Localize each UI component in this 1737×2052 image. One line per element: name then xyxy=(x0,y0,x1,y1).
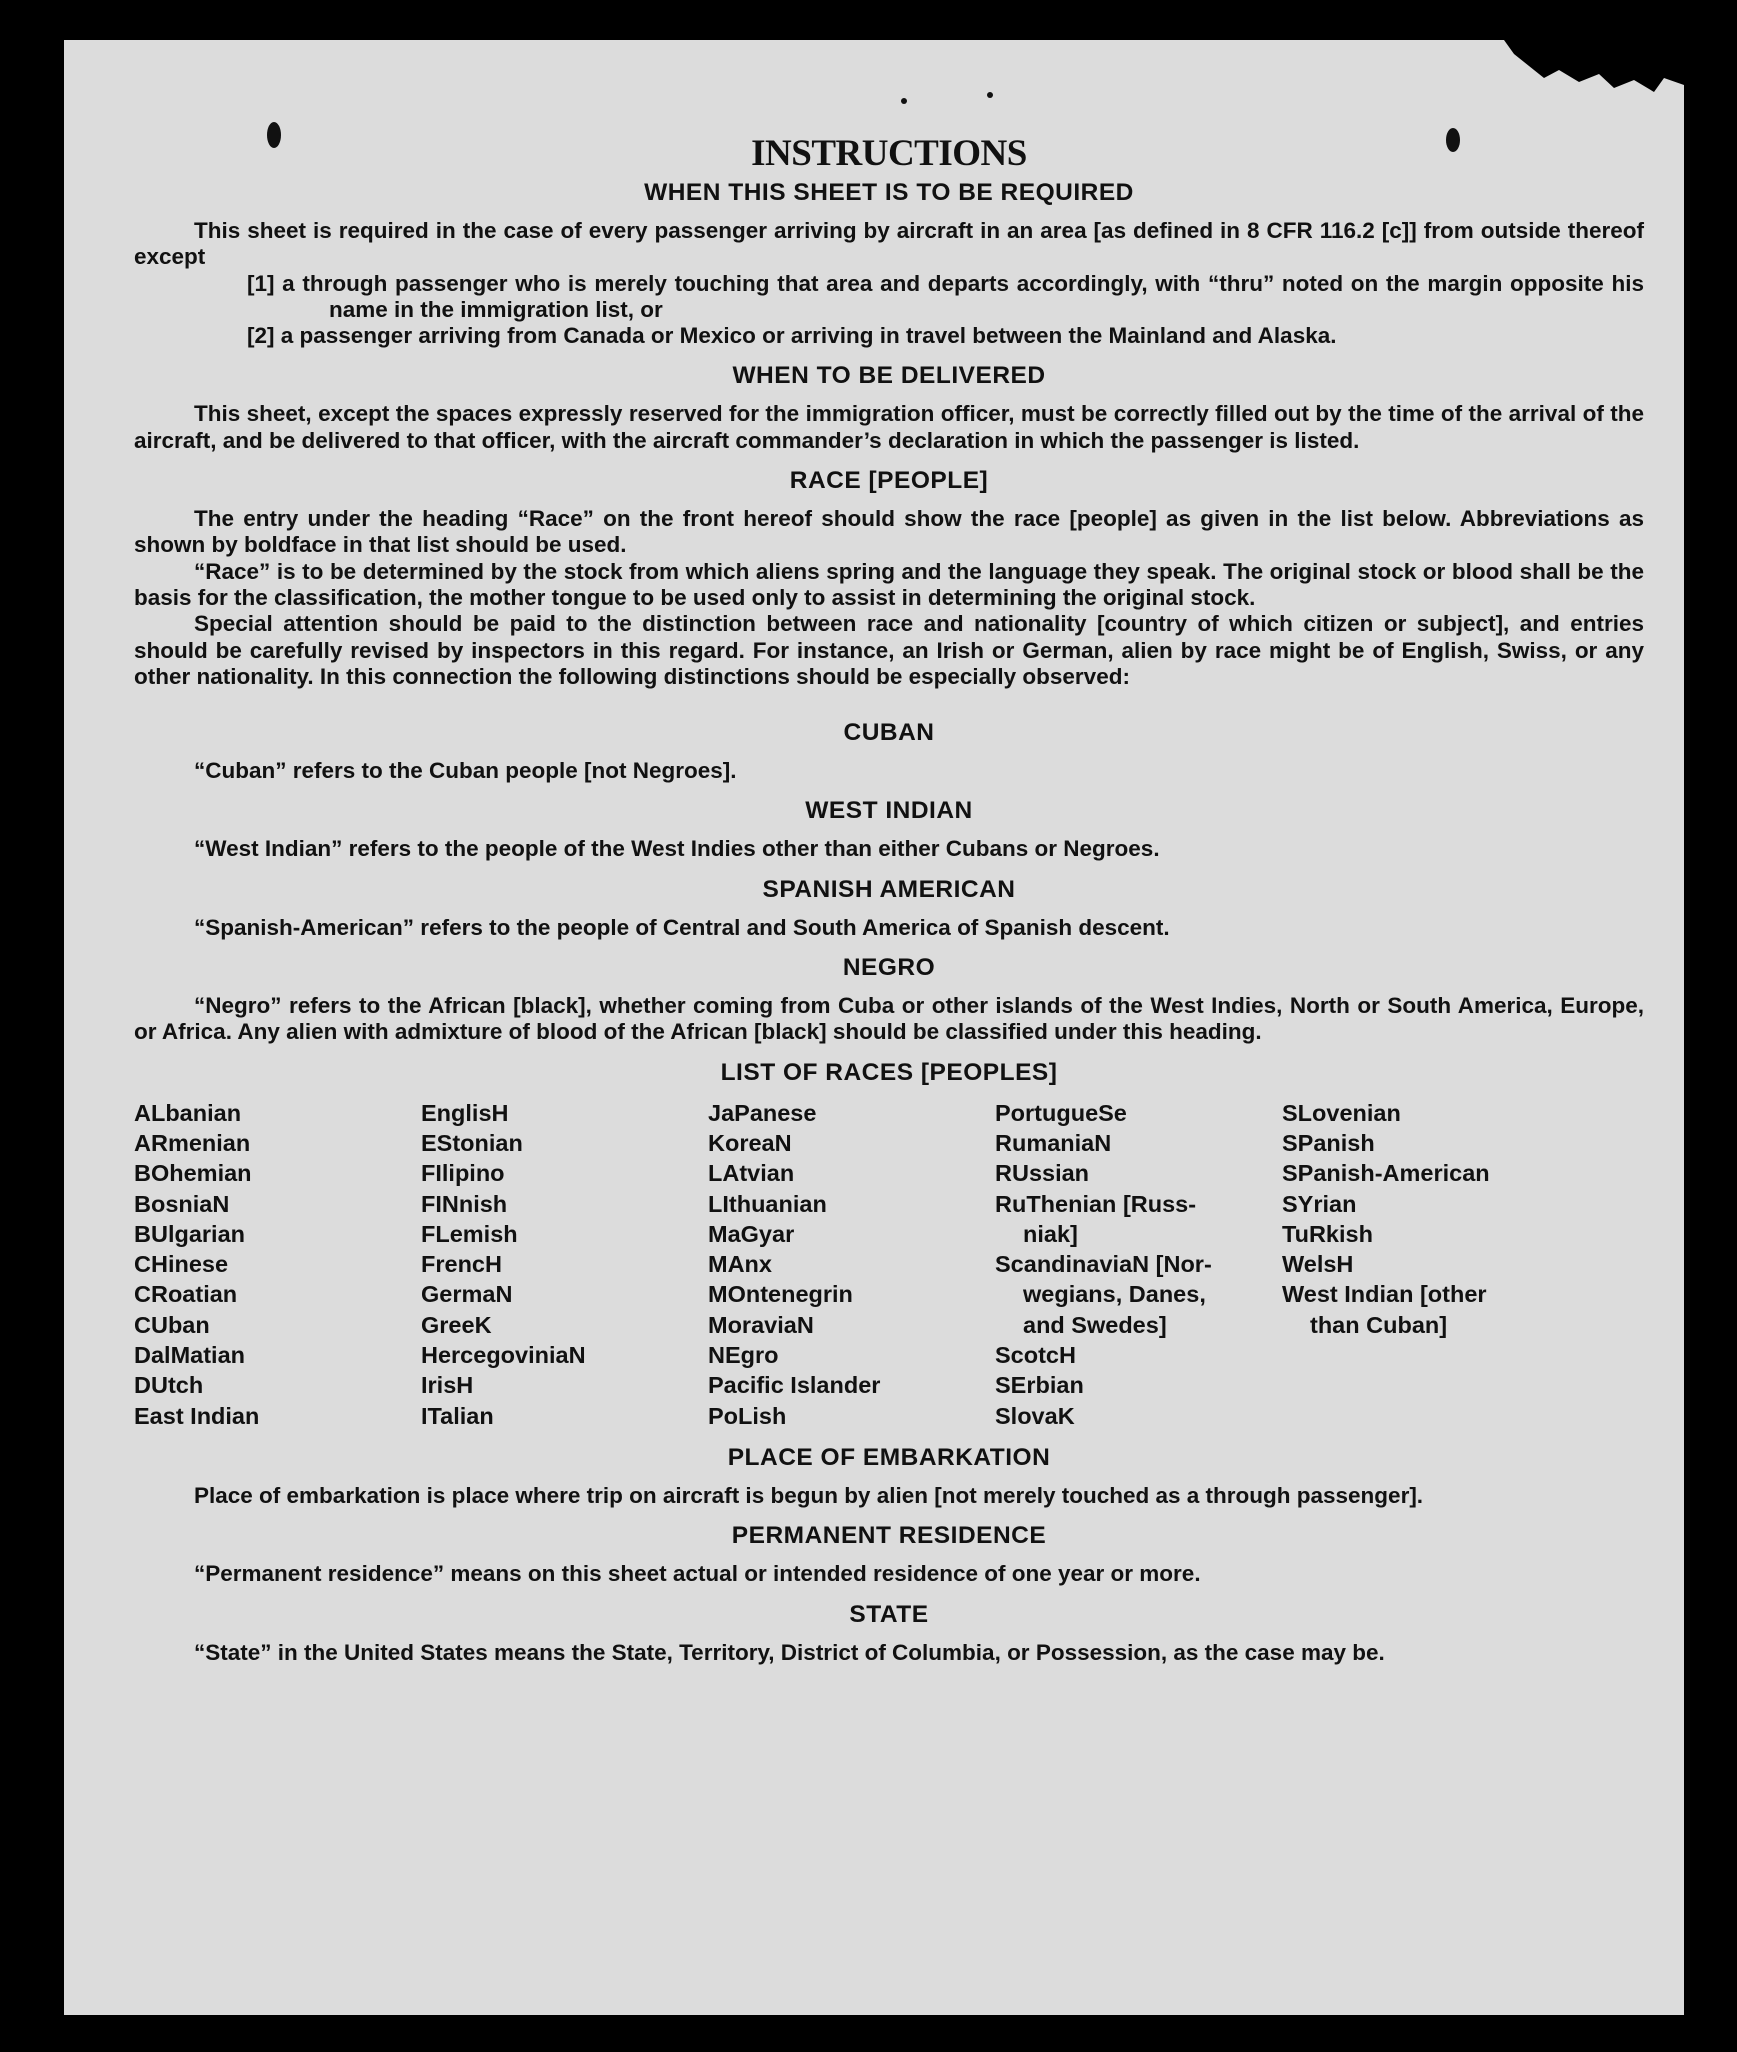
race-entry: East Indian xyxy=(134,1402,260,1429)
races-column xyxy=(708,1098,995,1431)
race-entry: EStonian xyxy=(421,1129,523,1156)
race-entry: niak] xyxy=(1023,1220,1078,1247)
race-entry: DUtch xyxy=(134,1372,204,1399)
section-heading: NEGRO xyxy=(842,954,936,982)
section-heading: PERMANENT RESIDENCE xyxy=(731,1522,1047,1550)
race-entry: SlovaK xyxy=(995,1402,1075,1429)
race-entry: KoreaN xyxy=(708,1129,792,1156)
paragraph: “State” in the United States means the State, Territory, District of Columbia, or Possession, as the case may be. xyxy=(194,1639,1385,1665)
paragraph: “Spanish-American” refers to the people of Central and South America of Spanish descent. xyxy=(194,914,1170,940)
race-entry: EnglisH xyxy=(421,1099,509,1126)
race-entry: BOhemian xyxy=(134,1160,252,1187)
torn-corner xyxy=(1464,40,1684,100)
paragraph: “Permanent residence” means on this sheet actual or intended residence of one year or more. xyxy=(194,1561,1201,1587)
list-item: [1] a through passenger who is merely touching that area and departs accordingly, with “thru” noted on the margin opposite his name in the immigration list, or xyxy=(247,270,1644,322)
race-entry: MoraviaN xyxy=(708,1311,814,1338)
race-entry: MaGyar xyxy=(708,1220,795,1247)
race-entry: RUssian xyxy=(995,1160,1090,1187)
race-entry: NEgro xyxy=(708,1342,779,1369)
race-entry: PortugueSe xyxy=(995,1099,1127,1126)
race-entry: wegians, Danes, xyxy=(1023,1281,1206,1308)
race-entry: BUlgarian xyxy=(134,1220,245,1247)
race-entry: ScotcH xyxy=(995,1342,1076,1369)
paragraph: Special attention should be paid to the distinction between race and nationality [country of which citizen or subject], and entries should be carefully revised by inspectors in this regard. For instance, an Irish or German, alien by race might be of English, Swiss, or any other nationality. In this connection the following distinctions should be especially observed: xyxy=(134,611,1644,689)
race-entry: SLovenian xyxy=(1282,1099,1401,1126)
race-entry: RuThenian [Russ- xyxy=(995,1190,1197,1217)
races-column xyxy=(134,1098,421,1431)
race-entry: LIthuanian xyxy=(708,1190,827,1217)
section-heading: PLACE OF EMBARKATION xyxy=(727,1443,1051,1471)
race-entry: SYrian xyxy=(1282,1190,1357,1217)
race-entry: RumaniaN xyxy=(995,1129,1112,1156)
list-item: [2] a passenger arriving from Canada or Mexico or arriving in travel between the Mainland and Alaska. xyxy=(247,323,1337,349)
race-entry: BosniaN xyxy=(134,1190,230,1217)
races-column xyxy=(1282,1098,1569,1431)
race-entry: CHinese xyxy=(134,1251,229,1278)
race-entry: GermaN xyxy=(421,1281,513,1308)
races-list xyxy=(134,1098,1644,1431)
section-heading: LIST OF RACES [PEOPLES] xyxy=(720,1058,1058,1086)
race-entry: MOntenegrin xyxy=(708,1281,853,1308)
race-entry: than Cuban] xyxy=(1310,1311,1448,1338)
race-entry: CUban xyxy=(134,1311,210,1338)
paragraph: This sheet is required in the case of every passenger arriving by aircraft in an area [as defined in 8 CFR 116.2 [c]] from outside thereof except xyxy=(134,218,1644,270)
race-entry: JaPanese xyxy=(708,1099,817,1126)
race-entry: IrisH xyxy=(421,1372,474,1399)
paragraph: “West Indian” refers to the people of the West Indies other than either Cubans or Negroes. xyxy=(194,836,1160,862)
paragraph: “Negro” refers to the African [black], whether coming from Cuba or other islands of the West Indies, North or South America, Europe, or Africa. Any alien with admixture of blood of the African [black] should be classified under this heading. xyxy=(134,993,1644,1045)
speck xyxy=(987,92,993,98)
race-entry: SErbian xyxy=(995,1372,1084,1399)
race-entry: Pacific Islander xyxy=(708,1372,881,1399)
races-column xyxy=(421,1098,708,1431)
race-entry: SPanish-American xyxy=(1282,1160,1490,1187)
race-entry: WelsH xyxy=(1282,1251,1354,1278)
race-entry: ScandinaviaN [Nor- xyxy=(995,1251,1212,1278)
paragraph: This sheet, except the spaces expressly reserved for the immigration officer, must be correctly filled out by the time of the arrival of the aircraft, and be delivered to that officer, with the aircraft commander’s declaration in which the passenger is listed. xyxy=(134,401,1644,453)
section-heading: WHEN TO BE DELIVERED xyxy=(732,362,1046,390)
race-entry: SPanish xyxy=(1282,1129,1375,1156)
race-entry: CRoatian xyxy=(134,1281,238,1308)
race-entry: FINnish xyxy=(421,1190,508,1217)
race-entry: ARmenian xyxy=(134,1129,251,1156)
instructions-text xyxy=(134,132,1644,1666)
paragraph: “Cuban” refers to the Cuban people [not Negroes]. xyxy=(194,758,737,784)
paragraph: The entry under the heading “Race” on the front hereof should show the race [people] as given in the list below. Abbreviations as shown by boldface in that list should be used. xyxy=(134,506,1644,558)
race-entry: FIlipino xyxy=(421,1160,505,1187)
section-heading: STATE xyxy=(849,1600,929,1628)
section-heading: SPANISH AMERICAN xyxy=(762,875,1016,903)
document-page xyxy=(64,40,1684,2015)
race-entry: ALbanian xyxy=(134,1099,242,1126)
paragraph: “Race” is to be determined by the stock from which aliens spring and the language they speak. The original stock or blood shall be the basis for the classification, the mother tongue to be used only to assist in determining the original stock. xyxy=(134,558,1644,610)
speck xyxy=(901,98,907,104)
section-heading: WHEN THIS SHEET IS TO BE REQUIRED xyxy=(644,179,1134,206)
race-entry: FLemish xyxy=(421,1220,518,1247)
race-entry: DalMatian xyxy=(134,1342,245,1369)
race-entry: West Indian [other xyxy=(1282,1281,1487,1308)
page-title: INSTRUCTIONS xyxy=(751,133,1027,174)
race-entry: FrencH xyxy=(421,1251,502,1278)
race-entry: LAtvian xyxy=(708,1160,795,1187)
race-entry: and Swedes] xyxy=(1023,1311,1167,1338)
races-column xyxy=(995,1098,1282,1431)
section-heading: RACE [PEOPLE] xyxy=(789,467,989,495)
race-entry: HercegoviniaN xyxy=(421,1342,586,1369)
race-entry: MAnx xyxy=(708,1251,772,1278)
race-entry: GreeK xyxy=(421,1311,492,1338)
section-heading: CUBAN xyxy=(843,719,935,747)
section-heading: WEST INDIAN xyxy=(805,797,973,825)
race-entry: ITalian xyxy=(421,1402,494,1429)
paragraph: Place of embarkation is place where trip on aircraft is begun by alien [not merely touched as a through passenger]. xyxy=(194,1482,1424,1508)
race-entry: TuRkish xyxy=(1282,1220,1373,1247)
race-entry: PoLish xyxy=(708,1402,787,1429)
